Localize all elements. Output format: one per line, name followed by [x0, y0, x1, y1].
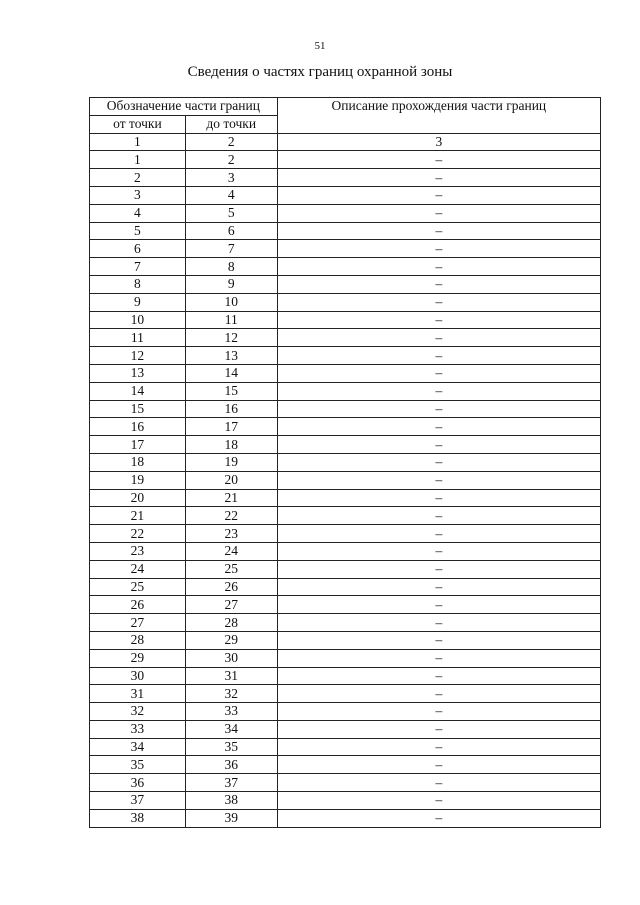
table-row: [90, 204, 601, 222]
to-point-cell: 25: [185, 560, 277, 578]
to-point-cell: 23: [185, 525, 277, 543]
from-point-cell: 20: [90, 489, 186, 507]
to-point-cell: 36: [185, 756, 277, 774]
from-point-cell: 7: [90, 258, 186, 276]
to-point-cell: 3: [185, 169, 277, 187]
from-point-cell: 16: [90, 418, 186, 436]
to-point-cell: 4: [185, 186, 277, 204]
from-point-cell: 6: [90, 240, 186, 258]
table-row: [90, 436, 601, 454]
table-row: [90, 703, 601, 721]
from-point-cell: 31: [90, 685, 186, 703]
to-point-cell: 31: [185, 667, 277, 685]
document-title: Сведения о частях границ охранной зоны: [187, 64, 453, 80]
table-row: [90, 667, 601, 685]
description-cell: –: [277, 186, 600, 204]
table-row: [90, 329, 601, 347]
from-point-cell: 36: [90, 774, 186, 792]
to-point-cell: 33: [185, 703, 277, 721]
table-row: [90, 169, 601, 187]
table-row: [90, 507, 601, 525]
description-header: Описание прохождения части границ: [277, 98, 600, 134]
from-point-cell: 22: [90, 525, 186, 543]
description-cell: –: [277, 222, 600, 240]
from-point-cell: 25: [90, 578, 186, 596]
to-point-cell: 38: [185, 792, 277, 810]
to-point-cell: 5: [185, 204, 277, 222]
from-point-cell: 18: [90, 453, 186, 471]
description-cell: –: [277, 240, 600, 258]
to-point-cell: 22: [185, 507, 277, 525]
table-row: [90, 400, 601, 418]
table-row: [90, 756, 601, 774]
to-point-cell: 19: [185, 453, 277, 471]
description-cell: –: [277, 151, 600, 169]
table-row: [90, 525, 601, 543]
description-cell: –: [277, 596, 600, 614]
description-cell: –: [277, 169, 600, 187]
from-point-cell: 15: [90, 400, 186, 418]
from-point-cell: 2: [90, 169, 186, 187]
from-point-cell: 34: [90, 738, 186, 756]
table-row: [90, 133, 601, 151]
description-cell: –: [277, 703, 600, 721]
description-cell: –: [277, 774, 600, 792]
table-row: [90, 720, 601, 738]
from-point-cell: 13: [90, 364, 186, 382]
from-point-cell: 5: [90, 222, 186, 240]
table-row: [90, 685, 601, 703]
table-row: [90, 578, 601, 596]
description-cell: –: [277, 436, 600, 454]
table-row: [90, 596, 601, 614]
table-row: [90, 293, 601, 311]
from-point-header: от точки: [90, 115, 186, 133]
to-point-cell: 21: [185, 489, 277, 507]
to-point-cell: 34: [185, 720, 277, 738]
description-cell: 3: [277, 133, 600, 151]
from-point-cell: 21: [90, 507, 186, 525]
table-row: [90, 151, 601, 169]
table-row: [90, 364, 601, 382]
from-point-cell: 29: [90, 649, 186, 667]
description-cell: –: [277, 792, 600, 810]
description-cell: –: [277, 542, 600, 560]
from-point-cell: 28: [90, 631, 186, 649]
from-point-cell: 19: [90, 471, 186, 489]
from-point-cell: 26: [90, 596, 186, 614]
description-cell: –: [277, 347, 600, 365]
to-point-cell: 16: [185, 400, 277, 418]
table-row: [90, 471, 601, 489]
to-point-cell: 18: [185, 436, 277, 454]
from-point-cell: 27: [90, 614, 186, 632]
from-point-cell: 12: [90, 347, 186, 365]
from-point-cell: 9: [90, 293, 186, 311]
page-number: 51: [314, 40, 326, 52]
description-cell: –: [277, 258, 600, 276]
description-cell: –: [277, 329, 600, 347]
description-cell: –: [277, 578, 600, 596]
to-point-cell: 15: [185, 382, 277, 400]
to-point-cell: 39: [185, 809, 277, 827]
description-cell: –: [277, 471, 600, 489]
description-cell: –: [277, 400, 600, 418]
table-row: [90, 738, 601, 756]
table-row: [90, 649, 601, 667]
description-cell: –: [277, 738, 600, 756]
table-row: [90, 275, 601, 293]
table-row: [90, 560, 601, 578]
description-cell: –: [277, 364, 600, 382]
table-row: [90, 489, 601, 507]
description-cell: –: [277, 418, 600, 436]
table-row: [90, 186, 601, 204]
from-point-cell: 35: [90, 756, 186, 774]
from-point-cell: 30: [90, 667, 186, 685]
from-point-cell: 17: [90, 436, 186, 454]
to-point-cell: 26: [185, 578, 277, 596]
description-cell: –: [277, 382, 600, 400]
from-point-cell: 23: [90, 542, 186, 560]
table-row: [90, 809, 601, 827]
to-point-cell: 10: [185, 293, 277, 311]
to-point-cell: 2: [185, 133, 277, 151]
table-row: [90, 453, 601, 471]
table-body: [90, 133, 601, 827]
from-point-cell: 14: [90, 382, 186, 400]
to-point-cell: 6: [185, 222, 277, 240]
to-point-cell: 7: [185, 240, 277, 258]
from-point-cell: 10: [90, 311, 186, 329]
description-cell: –: [277, 525, 600, 543]
from-point-cell: 1: [90, 151, 186, 169]
from-point-cell: 8: [90, 275, 186, 293]
to-point-cell: 27: [185, 596, 277, 614]
description-cell: –: [277, 720, 600, 738]
to-point-cell: 28: [185, 614, 277, 632]
to-point-cell: 11: [185, 311, 277, 329]
table-row: [90, 792, 601, 810]
from-point-cell: 32: [90, 703, 186, 721]
group-header: Обозначение части границ: [90, 98, 278, 116]
from-point-cell: 1: [90, 133, 186, 151]
to-point-cell: 13: [185, 347, 277, 365]
table-row: [90, 614, 601, 632]
table-row: [90, 258, 601, 276]
description-cell: –: [277, 649, 600, 667]
description-cell: –: [277, 631, 600, 649]
description-cell: –: [277, 489, 600, 507]
description-cell: –: [277, 614, 600, 632]
description-cell: –: [277, 756, 600, 774]
description-cell: –: [277, 311, 600, 329]
to-point-cell: 12: [185, 329, 277, 347]
to-point-cell: 35: [185, 738, 277, 756]
table-row: [90, 311, 601, 329]
table-row: [90, 542, 601, 560]
description-cell: –: [277, 667, 600, 685]
table-row: [90, 631, 601, 649]
table-row: [90, 240, 601, 258]
to-point-cell: 37: [185, 774, 277, 792]
from-point-cell: 4: [90, 204, 186, 222]
to-point-cell: 20: [185, 471, 277, 489]
to-point-cell: 30: [185, 649, 277, 667]
to-point-cell: 8: [185, 258, 277, 276]
boundary-table: [89, 97, 601, 828]
description-cell: –: [277, 293, 600, 311]
table-row: [90, 382, 601, 400]
description-cell: –: [277, 560, 600, 578]
to-point-cell: 14: [185, 364, 277, 382]
from-point-cell: 24: [90, 560, 186, 578]
description-cell: –: [277, 809, 600, 827]
from-point-cell: 11: [90, 329, 186, 347]
description-cell: –: [277, 685, 600, 703]
to-point-cell: 17: [185, 418, 277, 436]
table-row: [90, 347, 601, 365]
description-cell: –: [277, 275, 600, 293]
description-cell: –: [277, 204, 600, 222]
description-cell: –: [277, 507, 600, 525]
from-point-cell: 37: [90, 792, 186, 810]
table-row: [90, 222, 601, 240]
to-point-cell: 29: [185, 631, 277, 649]
from-point-cell: 3: [90, 186, 186, 204]
to-point-cell: 9: [185, 275, 277, 293]
to-point-cell: 24: [185, 542, 277, 560]
from-point-cell: 33: [90, 720, 186, 738]
description-cell: –: [277, 453, 600, 471]
table-row: [90, 774, 601, 792]
from-point-cell: 38: [90, 809, 186, 827]
to-point-cell: 2: [185, 151, 277, 169]
table-row: [90, 418, 601, 436]
to-point-header: до точки: [185, 115, 277, 133]
to-point-cell: 32: [185, 685, 277, 703]
